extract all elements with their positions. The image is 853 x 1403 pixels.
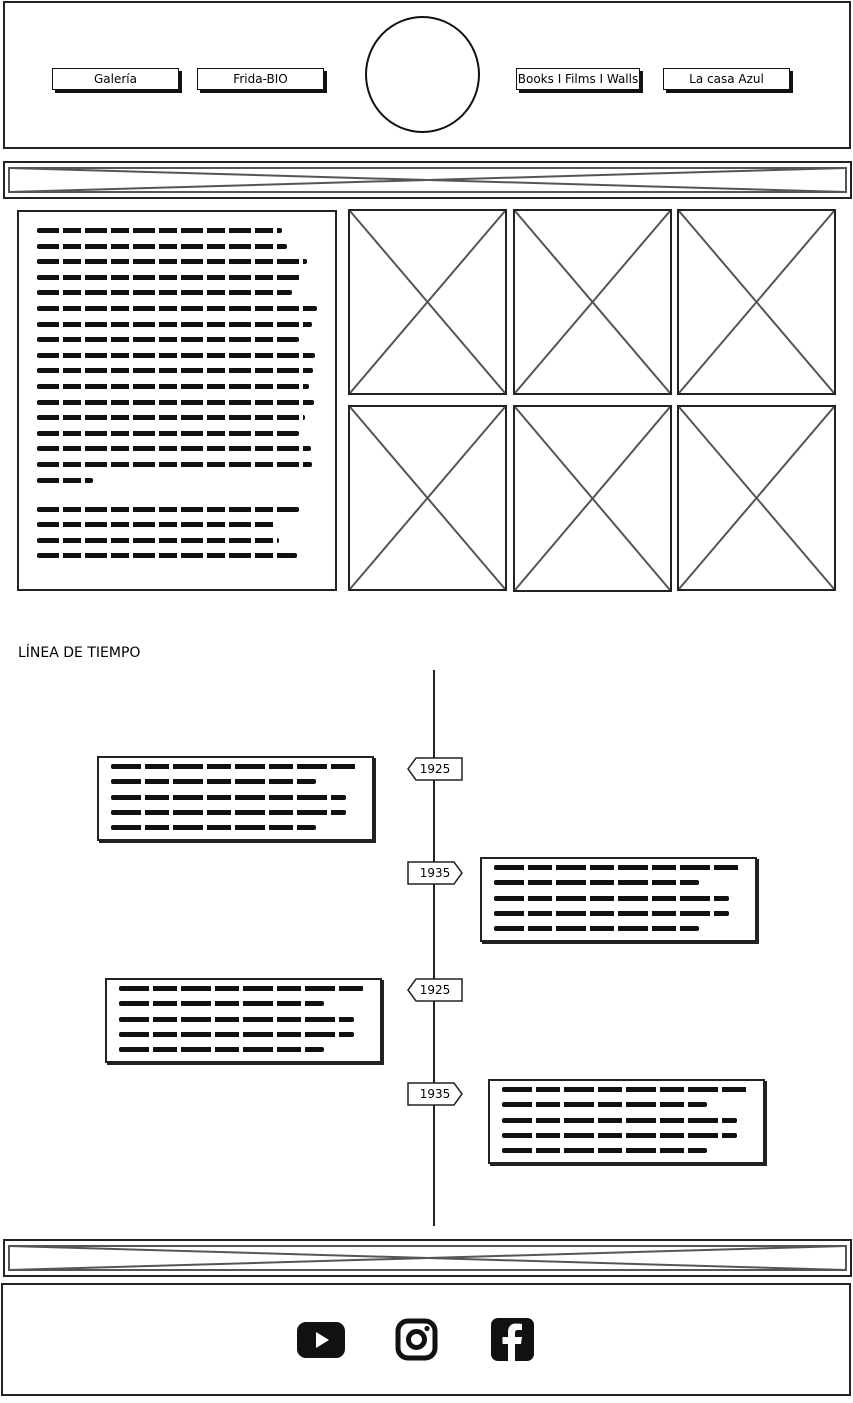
nav-galeria-button[interactable]: Galería xyxy=(52,68,179,90)
nav-frida-bio-button[interactable]: Frida-BIO xyxy=(197,68,324,90)
timeline-entry-text xyxy=(105,978,382,1063)
gallery-image[interactable] xyxy=(513,209,672,395)
instagram-icon[interactable] xyxy=(395,1318,438,1365)
timeline-entry-text xyxy=(480,857,757,942)
logo-placeholder[interactable] xyxy=(365,16,480,133)
bio-text-block xyxy=(17,210,337,591)
gallery-image[interactable] xyxy=(513,405,672,592)
timeline-year-tag: 1935 xyxy=(406,1082,464,1106)
nav-books-films-walls-button[interactable]: Books I Films I Walls xyxy=(516,68,640,90)
timeline-year-tag: 1925 xyxy=(406,978,464,1002)
timeline-entry-text xyxy=(97,756,374,841)
bottom-banner-image xyxy=(3,1239,852,1277)
youtube-icon[interactable] xyxy=(296,1321,346,1363)
timeline-year-tag: 1925 xyxy=(406,757,464,781)
facebook-icon[interactable] xyxy=(491,1318,534,1365)
timeline-year-tag: 1935 xyxy=(406,861,464,885)
timeline-axis xyxy=(433,670,435,1226)
top-banner-image xyxy=(3,161,852,199)
timeline-title: LÍNEA DE TIEMPO xyxy=(18,645,141,661)
gallery-image[interactable] xyxy=(677,209,836,395)
gallery-image[interactable] xyxy=(677,405,836,591)
gallery-image[interactable] xyxy=(348,209,507,395)
nav-casa-azul-button[interactable]: La casa Azul xyxy=(663,68,790,90)
timeline-entry-text xyxy=(488,1079,765,1164)
gallery-image[interactable] xyxy=(348,405,507,591)
